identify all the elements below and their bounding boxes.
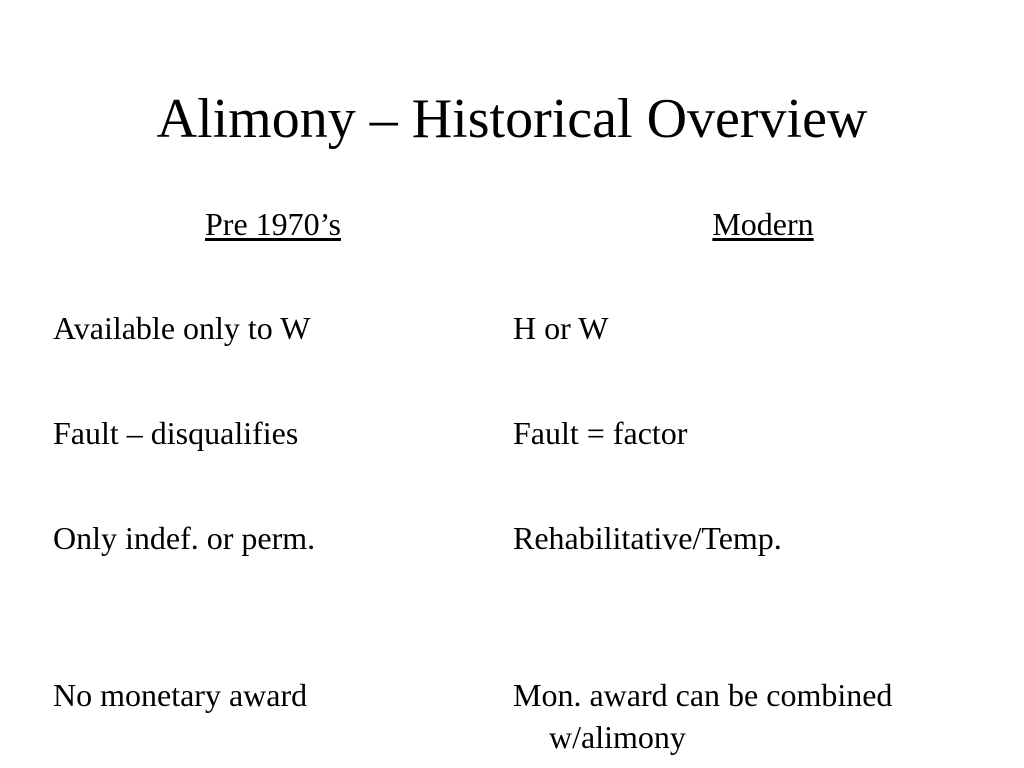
pre-1970s-item-fault: Fault – disqualifies xyxy=(53,415,299,451)
pre-1970s-item-monetary-award: No monetary award xyxy=(53,677,308,713)
pre-1970s-item-duration: Only indef. or perm. xyxy=(53,520,316,556)
pre-1970s-item-availability: Available only to W xyxy=(53,310,311,346)
column-header-pre-1970s: Pre 1970’s xyxy=(205,206,341,242)
column-header-modern: Modern xyxy=(712,206,814,242)
modern-item-monetary-award: Mon. award can be combined w/alimony xyxy=(513,677,893,755)
modern-item-availability: H or W xyxy=(513,310,609,346)
modern-item-fault: Fault = factor xyxy=(513,415,688,451)
modern-item-duration: Rehabilitative/Temp. xyxy=(513,520,782,556)
slide-title: Alimony – Historical Overview xyxy=(156,88,868,150)
